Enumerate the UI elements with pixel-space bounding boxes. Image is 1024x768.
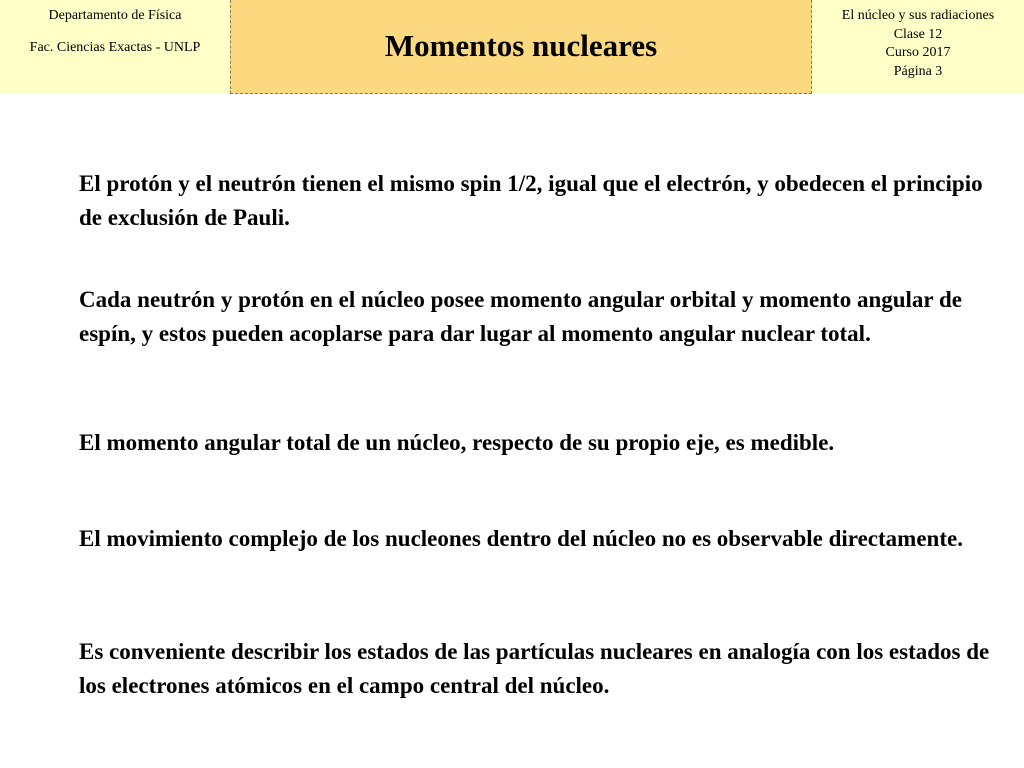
- paragraph-not-observable: El movimiento complejo de los nucleones dentro del núcleo no es observable directamente.: [79, 526, 963, 551]
- header-left-box: [0, 0, 230, 94]
- page-number-label: Página 3: [893, 63, 943, 79]
- header-right-box: [812, 0, 1024, 94]
- year-label: Curso 2017: [885, 45, 951, 60]
- department-label: Departamento de Física: [48, 8, 182, 23]
- paragraph-angular-momentum: Cada neutrón y protón en el núcleo posee momento angular orbital y momento angular de espín, y estos pueden acoplarse para dar lugar al momento angular nuclear total.: [79, 287, 962, 346]
- title-box: [230, 0, 812, 94]
- paragraph-analogy: Es conveniente describir los estados de las partículas nucleares en analogía con los estados de los electrones atómicos en el campo central del núcleo.: [79, 639, 990, 698]
- page-title: Momentos nucleares: [384, 27, 658, 63]
- paragraph-measurable: El momento angular total de un núcleo, respecto de su propio eje, es medible.: [79, 430, 835, 455]
- class-label: Clase 12: [893, 26, 943, 42]
- faculty-label: Fac. Ciencias Exactas - UNLP: [29, 40, 201, 55]
- course-name-label: El núcleo y sus radiaciones: [841, 8, 995, 23]
- paragraph-spin: El protón y el neutrón tienen el mismo spin 1/2, igual que el electrón, y obedecen el principio de exclusión de Pauli.: [79, 171, 983, 230]
